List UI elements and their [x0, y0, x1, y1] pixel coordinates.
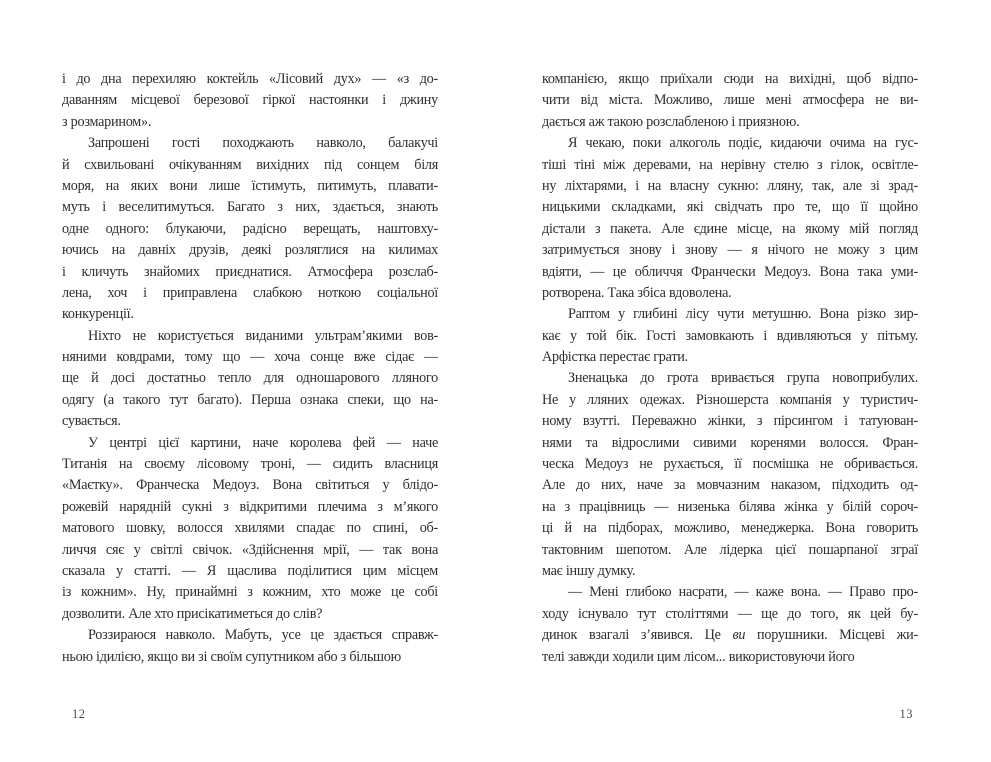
text-line: Арфістка перестає грати. — [542, 349, 688, 366]
text-line: дається аж такою розслабленою і приязною. — [542, 113, 800, 130]
text-line: чити від міста. Можливо, лише мені атмосфера не ви- — [542, 92, 918, 109]
text-line: і до дна перехиляю коктейль «Лісовий дух» — «з до- — [62, 71, 438, 87]
text-line: — Мені глибоко насрати, — каже вона. — Право про- — [568, 584, 918, 601]
text-line: Не у лляних одежах. Різношерста компанія у туристич- — [542, 391, 918, 408]
text-line: дозволити. Але хто присікатиметься до слів? — [62, 605, 323, 622]
page-left-text-column — [62, 69, 438, 668]
text-line: тактовним шепотом. Але лідерка цієї пошарпаної зграї — [542, 541, 918, 558]
text-line: із кожним». Ну, принаймні з кожним, хто може це собі — [62, 584, 438, 601]
text-line: з розмарином». — [62, 113, 152, 130]
text-line: і кличуть знайомих приєднатися. Атмосфера розслаб- — [62, 263, 438, 280]
text-line: одягу (а такого тут багато). Перша ознака спеки, що на- — [62, 391, 438, 408]
text-line: муть і веселитимуться. Багато з них, здається, знають — [62, 199, 438, 216]
text-line: личчя сяє у світлі свічок. «Здійснення мрії, — так вона — [62, 541, 438, 558]
text-line: лена, хоч і приправлена слабкою ноткою соціальної — [62, 284, 438, 301]
text-line: даванням місцевої березової гіркої настоянки і джину — [62, 92, 438, 109]
text-line: Але до них, наче за мовчазним наказом, підходить од- — [542, 477, 918, 494]
text-line: дістали з пакета. Але єдине місце, на якому мій погляд — [542, 220, 918, 237]
text-line: Зненацька до грота вривається група новоприбулих. — [568, 370, 918, 387]
text-line: матового шовку, волосся хвилями спадає по спині, об- — [62, 520, 438, 537]
text-line: ці й на підборах, можливо, менеджерка. Вона говорить — [542, 520, 918, 537]
text-line: сувається. — [62, 413, 121, 430]
text-line: Ніхто не користується виданими ультрам’якими вов- — [88, 327, 438, 344]
text-line: ницькими складками, які свідчать про те, що її щойно — [542, 199, 918, 216]
page-right-text-column — [542, 69, 918, 668]
text-line: Роззираюся навколо. Мабуть, усе це здається справж- — [88, 627, 438, 644]
text-line: няними ковдрами, тому що — хоча сонце вже сідає — — [62, 349, 438, 366]
text-line: на з працівниць — низенька білява жінка у білій сороч- — [542, 498, 918, 515]
text-line: нями та відрослими сивими коренями волосся. Фран- — [542, 434, 918, 451]
page-number-left: 12 — [72, 707, 86, 721]
text-line: затримується знову і знову — я нічого не можу з цим — [542, 242, 918, 259]
text-line: Я чекаю, поки алкоголь подіє, кидаючи очима на гус- — [568, 135, 918, 152]
text-line: моря, на яких вони лише їстимуть, питимуть, плавати- — [62, 177, 438, 194]
text-line: динок взагалі з’явився. Це ви порушники. Місцеві жи- — [542, 627, 918, 644]
text-line: ротворена. Така збіса вдоволена. — [542, 284, 732, 301]
text-line: вдіяти, — це обличчя Франчески Медоуз. Вона така уми- — [542, 263, 918, 280]
text-line: конкуренції. — [62, 306, 134, 323]
text-line: тіші тіні між деревами, на нерівну стелю з гілок, освітле- — [542, 156, 918, 173]
text-line: й схвильовані очікуванням вихідних під сонцем біля — [62, 156, 438, 173]
text-line: телі завжди ходили цим лісом... використовуючи його — [542, 648, 855, 665]
text-line: Титанія на своєму лісовому троні, — сидить власниця — [62, 456, 438, 473]
text-line: Запрошені гості походжають навколо, балакучі — [88, 135, 438, 152]
text-line: ному взутті. Переважно жінки, з пірсингом і татуюван- — [542, 413, 918, 430]
text-line: сказала у статті. — Я щаслива поділитися цим місцем — [62, 562, 438, 579]
text-line: одне одного: блукаючи, радісно верещать, наштовху- — [62, 220, 438, 237]
text-line: ходу існувало тут століттями — ще до того, як цей бу- — [542, 605, 918, 622]
page-number-right: 13 — [899, 707, 913, 721]
text-line: ще й досі достатньо тепло для одношарового лляного — [62, 370, 438, 387]
text-line: рожевій нарядній сукні з відкритими плечима з м’якого — [62, 498, 438, 515]
text-line: має іншу думку. — [542, 562, 636, 579]
text-line: ну ліхтарями, і на власну сукню: лляну, так, але зі зрад- — [542, 177, 918, 194]
text-line: кає у той бік. Гості замовкають і вдивляються у пітьму. — [542, 327, 918, 344]
text-line: Раптом у глибині лісу чути метушню. Вона різко зир- — [568, 306, 918, 323]
text-line: У центрі цієї картини, наче королева фей — наче — [88, 434, 438, 451]
text-line: «Маєтку». Франческа Медоуз. Вона світиться у блідо- — [62, 477, 438, 494]
text-line: компанією, якщо приїхали сюди на вихідні, щоб відпо- — [542, 71, 918, 87]
text-line: ючись на давніх друзів, деякі розляглися на килимах — [62, 242, 438, 259]
text-line: ньою ідилією, якщо ви зі своїм супутником або з більшою — [62, 648, 401, 665]
text-line: ческа Медоуз не рухається, її посмішка не обривається. — [542, 456, 918, 473]
